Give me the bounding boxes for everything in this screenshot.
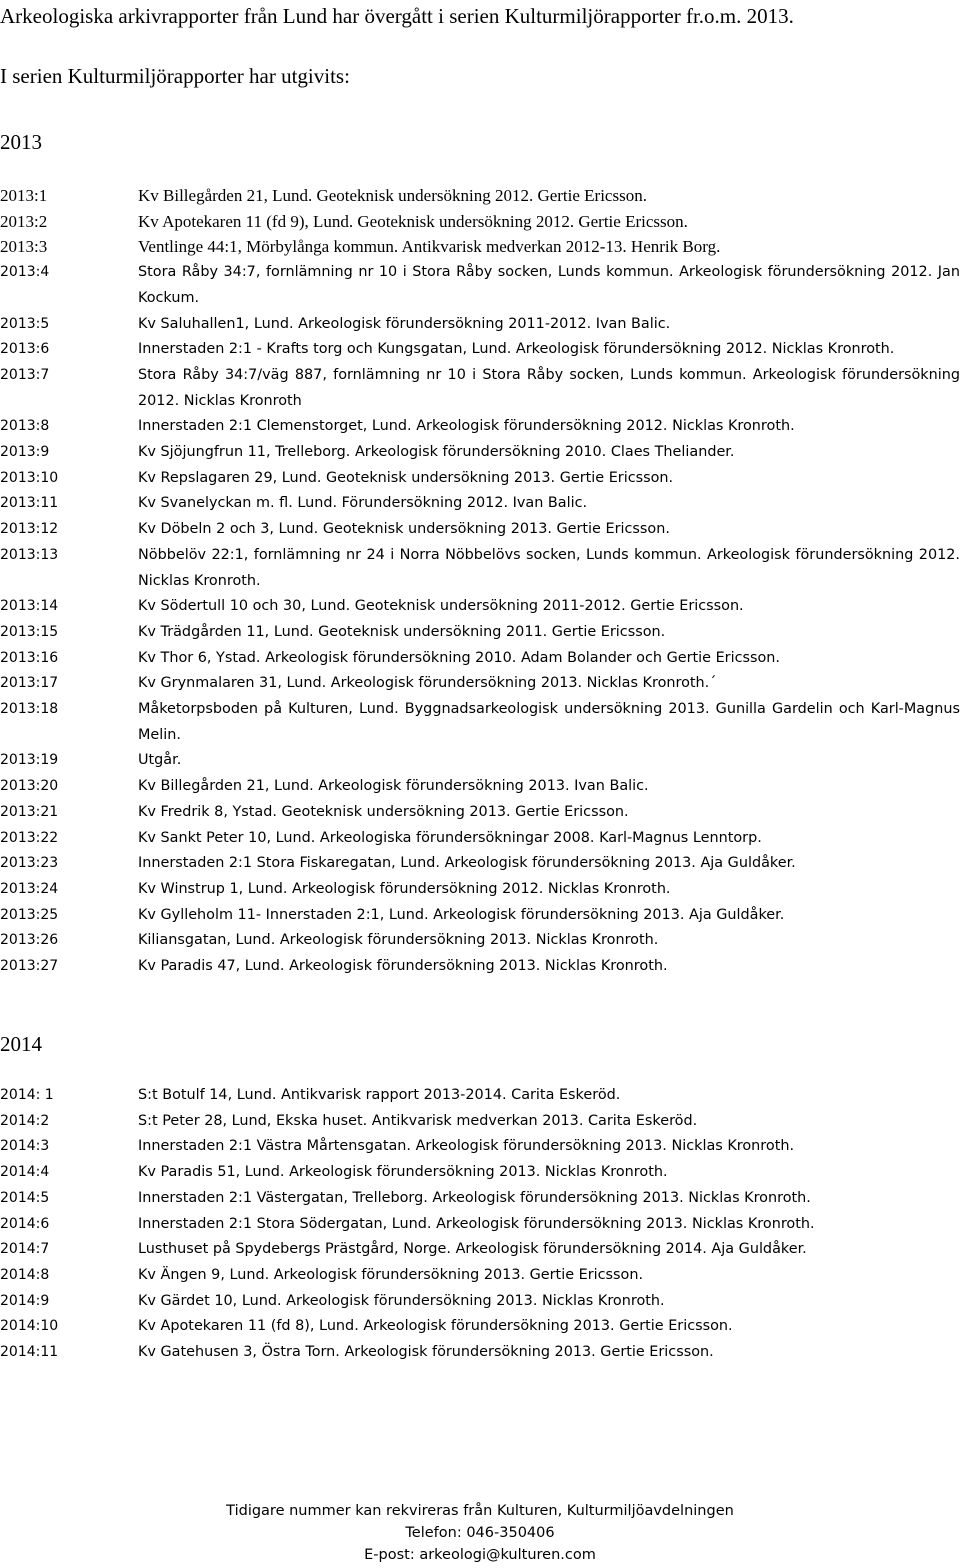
- report-number: 2013:21: [0, 803, 59, 820]
- footer-email: E-post: arkeologi@kulturen.com: [364, 1547, 596, 1563]
- report-number: 2013:24: [0, 880, 59, 897]
- report-number: 2013:16: [0, 649, 59, 666]
- report-number: 2013:3: [0, 237, 48, 257]
- report-number: 2013:7: [0, 366, 50, 383]
- report-number: 2013:26: [0, 932, 59, 949]
- report-number: 2013:4: [0, 264, 50, 281]
- report-title: Kv Repslagaren 29, Lund. Geoteknisk undersökning 2013. Gertie Ericsson.: [138, 469, 674, 486]
- report-title: Innerstaden 2:1 Västra Mårtensgatan. Arkeologisk förundersökning 2013. Nicklas Kronroth.: [138, 1138, 795, 1155]
- year-heading-2013: 2013: [0, 130, 42, 154]
- report-title: Kv Sankt Peter 10, Lund. Arkeologiska förundersökningar 2008. Karl-Magnus Lenntorp.: [138, 829, 762, 846]
- report-title: Stora Råby 34:7/väg 887, fornlämning nr 10 i Stora Råby socken, Lunds kommun. Arkeologisk förundersökning 2012. Nicklas Kronroth: [138, 366, 960, 409]
- year-heading-2014: 2014: [0, 1032, 42, 1056]
- series-subtitle: I serien Kulturmiljörapporter har utgivits:: [0, 64, 350, 88]
- report-title: Kv Ängen 9, Lund. Arkeologisk förundersökning 2013. Gertie Ericsson.: [138, 1266, 644, 1283]
- report-entry: [0, 1237, 960, 1263]
- report-title: Kv Döbeln 2 och 3, Lund. Geoteknisk undersökning 2013. Gertie Ericsson.: [138, 521, 670, 538]
- report-number: 2013:15: [0, 623, 59, 640]
- report-entry: [0, 1109, 960, 1135]
- report-entry: [0, 903, 960, 929]
- report-entry: [0, 1186, 960, 1212]
- report-number: 2014:5: [0, 1189, 50, 1206]
- report-title: Måketorpsboden på Kulturen, Lund. Byggnadsarkeologisk undersökning 2013. Gunilla Gardelin och Karl-Magnus Melin.: [138, 701, 960, 743]
- report-number: 2014:6: [0, 1215, 50, 1232]
- report-number: 2014:7: [0, 1241, 50, 1258]
- report-title: Kv Gatehusen 3, Östra Torn. Arkeologisk förundersökning 2013. Gertie Ericsson.: [138, 1344, 714, 1361]
- report-entry: [0, 1134, 960, 1160]
- report-entry: [0, 260, 960, 311]
- report-entry: [0, 209, 960, 235]
- report-number: 2014:8: [0, 1266, 50, 1283]
- report-number: 2013:22: [0, 829, 59, 846]
- report-number: 2013:13: [0, 546, 59, 563]
- report-entry: [0, 466, 960, 492]
- report-entry: [0, 337, 960, 363]
- report-number: 2013:10: [0, 469, 59, 486]
- report-entry: [0, 517, 960, 543]
- report-entry: [0, 851, 960, 877]
- report-title: Kv Apotekaren 11 (fd 8), Lund. Arkeologisk förundersökning 2013. Gertie Ericsson.: [138, 1318, 733, 1335]
- report-entry: [0, 928, 960, 954]
- intro-text: Arkeologiska arkivrapporter från Lund har övergått i serien Kulturmiljörapporter fr.o.m. 2013.: [0, 4, 794, 28]
- report-number: 2013:2: [0, 211, 48, 231]
- report-number: 2013:9: [0, 444, 50, 461]
- report-entry: [0, 748, 960, 774]
- report-title: Kv Billegården 21, Lund. Geoteknisk undersökning 2012. Gertie Ericsson.: [138, 186, 647, 205]
- report-title: Kv Södertull 10 och 30, Lund. Geoteknisk undersökning 2011-2012. Gertie Ericsson.: [138, 598, 744, 615]
- page-footer: [0, 1500, 960, 1566]
- report-list-2014: [0, 1083, 960, 1366]
- report-entry: [0, 954, 960, 980]
- report-title: Kv Gylleholm 11- Innerstaden 2:1, Lund. Arkeologisk förundersökning 2013. Aja Guldåker.: [138, 906, 785, 923]
- report-entry: [0, 1289, 960, 1315]
- report-entry: [0, 414, 960, 440]
- report-number: 2013:23: [0, 855, 59, 872]
- report-entry: [0, 1340, 960, 1366]
- report-entry: [0, 1212, 960, 1238]
- footer-phone: Telefon: 046-350406: [405, 1525, 555, 1541]
- report-number: 2013:20: [0, 778, 59, 795]
- report-title: Kv Trädgården 11, Lund. Geoteknisk undersökning 2011. Gertie Ericsson.: [138, 623, 666, 640]
- report-number: 2013:11: [0, 495, 59, 512]
- report-number: 2013:5: [0, 315, 50, 332]
- report-entry: [0, 697, 960, 748]
- report-number: 2013:25: [0, 906, 59, 923]
- report-entry: [0, 1314, 960, 1340]
- report-entry: [0, 877, 960, 903]
- report-title: Kv Apotekaren 11 (fd 9), Lund. Geoteknisk undersökning 2012. Gertie Ericsson.: [138, 211, 688, 231]
- report-entry: [0, 671, 960, 697]
- report-entry: [0, 312, 960, 338]
- report-entry: [0, 800, 960, 826]
- report-title: Kv Billegården 21, Lund. Arkeologisk förundersökning 2013. Ivan Balic.: [138, 778, 649, 795]
- report-title: Kv Gärdet 10, Lund. Arkeologisk förundersökning 2013. Nicklas Kronroth.: [138, 1292, 665, 1309]
- report-title: Innerstaden 2:1 Västergatan, Trelleborg. Arkeologisk förundersökning 2013. Nicklas Kronroth.: [138, 1189, 811, 1206]
- report-title: S:t Peter 28, Lund, Ekska huset. Antikvarisk medverkan 2013. Carita Eskeröd.: [138, 1112, 698, 1129]
- report-number: 2014:4: [0, 1164, 50, 1181]
- report-title: S:t Botulf 14, Lund. Antikvarisk rapport 2013-2014. Carita Eskeröd.: [138, 1087, 621, 1103]
- report-entry: [0, 620, 960, 646]
- report-entry: [0, 1263, 960, 1289]
- report-number: 2013:27: [0, 958, 59, 975]
- report-title: Kv Saluhallen1, Lund. Arkeologisk förundersökning 2011-2012. Ivan Balic.: [138, 315, 671, 332]
- report-title: Kv Paradis 47, Lund. Arkeologisk förundersökning 2013. Nicklas Kronroth.: [138, 958, 668, 975]
- report-title: Stora Råby 34:7, fornlämning nr 10 i Stora Råby socken, Lunds kommun. Arkeologisk förundersökning 2012. Jan Kockum.: [138, 264, 960, 306]
- report-number: 2014: 1: [0, 1087, 54, 1103]
- report-number: 2014:11: [0, 1344, 59, 1361]
- report-title: Kiliansgatan, Lund. Arkeologisk förundersökning 2013. Nicklas Kronroth.: [138, 932, 659, 949]
- report-entry: [0, 543, 960, 594]
- report-number: 2014:9: [0, 1292, 50, 1309]
- report-entry: [0, 774, 960, 800]
- footer-note: Tidigare nummer kan rekvireras från Kulturen, Kulturmiljöavdelningen: [226, 1503, 734, 1519]
- report-entry: [0, 646, 960, 672]
- report-title: Utgår.: [138, 752, 182, 769]
- report-title: Innerstaden 2:1 Stora Södergatan, Lund. Arkeologisk förundersökning 2013. Nicklas Kronroth.: [138, 1215, 815, 1232]
- report-entry: [0, 1083, 960, 1109]
- report-title: Lusthuset på Spydebergs Prästgård, Norge. Arkeologisk förundersökning 2014. Aja Guldåker.: [138, 1241, 807, 1258]
- report-title: Innerstaden 2:1 Stora Fiskaregatan, Lund. Arkeologisk förundersökning 2013. Aja Guldåker.: [138, 855, 796, 872]
- report-number: 2013:1: [0, 186, 48, 205]
- report-number: 2013:18: [0, 701, 59, 718]
- report-title: Ventlinge 44:1, Mörbylånga kommun. Antikvarisk medverkan 2012-13. Henrik Borg.: [138, 237, 721, 257]
- report-entry: [0, 1160, 960, 1186]
- report-title: Kv Sjöjungfrun 11, Trelleborg. Arkeologisk förundersökning 2010. Claes Theliander.: [138, 444, 735, 461]
- report-title: Kv Grynmalaren 31, Lund. Arkeologisk förundersökning 2013. Nicklas Kronroth.´: [138, 675, 717, 692]
- report-title: Kv Fredrik 8, Ystad. Geoteknisk undersökning 2013. Gertie Ericsson.: [138, 803, 629, 820]
- report-number: 2013:6: [0, 341, 50, 358]
- report-number: 2014:3: [0, 1138, 50, 1155]
- report-number: 2013:19: [0, 752, 59, 769]
- report-title: Kv Winstrup 1, Lund. Arkeologisk förundersökning 2012. Nicklas Kronroth.: [138, 880, 671, 897]
- report-entry: [0, 183, 960, 209]
- report-number: 2014:10: [0, 1318, 59, 1335]
- report-number: 2013:17: [0, 675, 59, 692]
- report-title: Kv Thor 6, Ystad. Arkeologisk förundersökning 2010. Adam Bolander och Gertie Ericsson.: [138, 649, 780, 666]
- report-entry: [0, 363, 960, 414]
- report-title: Innerstaden 2:1 - Krafts torg och Kungsgatan, Lund. Arkeologisk förundersökning 2012. Nicklas Kronroth.: [138, 341, 895, 358]
- report-entry: [0, 594, 960, 620]
- report-title: Nöbbelöv 22:1, fornlämning nr 24 i Norra Nöbbelövs socken, Lunds kommun. Arkeologisk förundersökning 2012. Nicklas Kronroth.: [138, 546, 960, 589]
- report-number: 2013:14: [0, 598, 59, 615]
- report-list-2013: [0, 183, 960, 980]
- report-entry: [0, 491, 960, 517]
- report-entry: [0, 826, 960, 852]
- report-title: Kv Svanelyckan m. fl. Lund. Förundersökning 2012. Ivan Balic.: [138, 495, 588, 512]
- report-number: 2013:8: [0, 418, 50, 435]
- report-entry: [0, 234, 960, 260]
- report-entry: [0, 440, 960, 466]
- report-title: Innerstaden 2:1 Clemenstorget, Lund. Arkeologisk förundersökning 2012. Nicklas Kronroth.: [138, 418, 795, 435]
- report-number: 2013:12: [0, 521, 59, 538]
- report-number: 2014:2: [0, 1112, 50, 1129]
- report-title: Kv Paradis 51, Lund. Arkeologisk förundersökning 2013. Nicklas Kronroth.: [138, 1164, 668, 1181]
